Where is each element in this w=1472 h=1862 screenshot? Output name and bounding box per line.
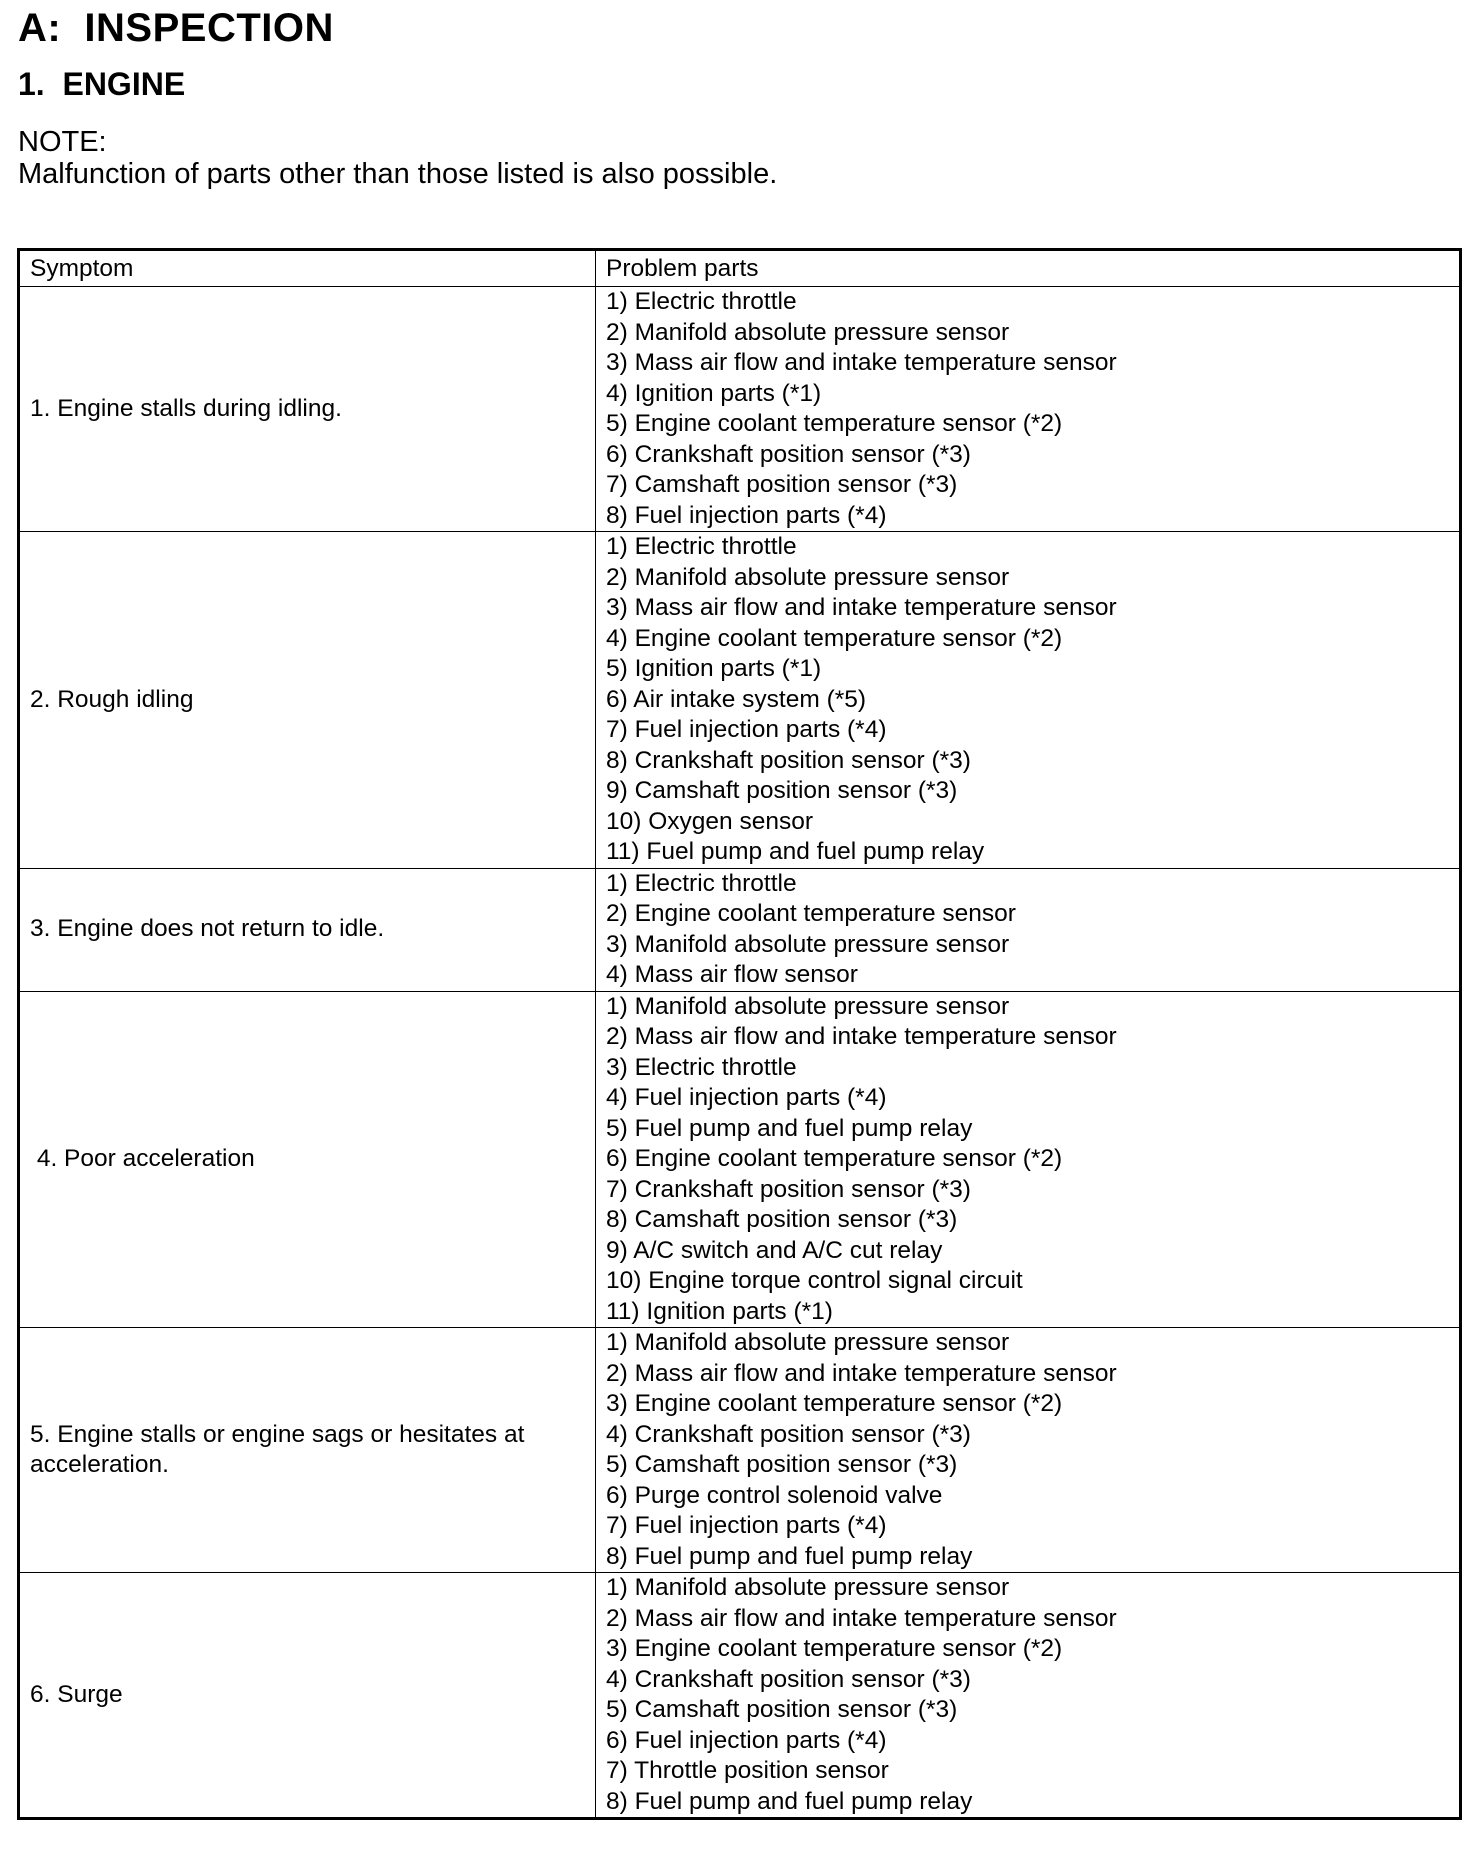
list-item: 3) Manifold absolute pressure sensor	[606, 930, 1010, 958]
list-item: 2) Manifold absolute pressure sensor	[606, 318, 1010, 346]
symptom-cell: 3. Engine does not return to idle.	[19, 868, 596, 991]
list-item: 3) Mass air flow and intake temperature sensor	[606, 594, 1117, 621]
problem-parts-list	[606, 287, 1449, 531]
list-item: 7) Fuel injection parts (*4)	[606, 716, 887, 743]
symptom-cell: 2. Rough idling	[19, 532, 596, 869]
column-header-problem-parts: Problem parts	[596, 250, 1461, 287]
note-label: NOTE:	[18, 126, 107, 158]
problem-parts-cell	[596, 991, 1461, 1328]
list-item: 4) Crankshaft position sensor (*3)	[606, 1665, 971, 1693]
problem-parts-cell	[596, 287, 1461, 532]
list-item: 2) Engine coolant temperature sensor	[606, 900, 1016, 927]
note-text: Malfunction of parts other than those listed is also possible.	[18, 158, 778, 190]
list-item: 3) Electric throttle	[606, 1053, 797, 1081]
list-item: 4) Crankshaft position sensor (*3)	[606, 1420, 971, 1448]
symptom-table	[17, 248, 1462, 1820]
problem-parts-list	[606, 1573, 1449, 1817]
subsection-heading: 1. ENGINE	[18, 66, 186, 102]
list-item: 6) Air intake system (*5)	[606, 685, 867, 713]
list-item: 10) Engine torque control signal circuit	[606, 1267, 1023, 1294]
list-item: 11) Ignition parts (*1)	[606, 1297, 833, 1325]
problem-parts-cell	[596, 1328, 1461, 1573]
problem-parts-list	[606, 992, 1449, 1328]
list-item: 1) Electric throttle	[606, 533, 797, 560]
list-item: 4) Mass air flow sensor	[606, 961, 858, 988]
list-item: 7) Crankshaft position sensor (*3)	[606, 1175, 971, 1203]
table-row	[19, 868, 1461, 991]
list-item: 5) Fuel pump and fuel pump relay	[606, 1114, 973, 1142]
table-body	[19, 287, 1461, 1819]
table-row	[19, 532, 1461, 869]
list-item: 1) Manifold absolute pressure sensor	[606, 1574, 1010, 1601]
list-item: 9) Camshaft position sensor (*3)	[606, 777, 958, 804]
list-item: 7) Fuel injection parts (*4)	[606, 1512, 887, 1539]
list-item: 1) Manifold absolute pressure sensor	[606, 1329, 1010, 1356]
problem-parts-cell	[596, 1573, 1461, 1819]
list-item: 5) Ignition parts (*1)	[606, 655, 822, 682]
list-item: 7) Camshaft position sensor (*3)	[606, 471, 958, 498]
list-item: 2) Mass air flow and intake temperature sensor	[606, 1604, 1117, 1632]
problem-parts-list	[606, 532, 1449, 868]
list-item: 1) Electric throttle	[606, 288, 797, 315]
table-row	[19, 1328, 1461, 1573]
list-item: 6) Purge control solenoid valve	[606, 1481, 943, 1509]
list-item: 8) Crankshaft position sensor (*3)	[606, 746, 971, 774]
table-header-row	[19, 250, 1461, 287]
list-item: 5) Camshaft position sensor (*3)	[606, 1451, 958, 1478]
list-item: 11) Fuel pump and fuel pump relay	[606, 838, 985, 865]
section-heading: A: INSPECTION	[18, 6, 334, 50]
problem-parts-cell	[596, 868, 1461, 991]
list-item: 3) Engine coolant temperature sensor (*2)	[606, 1390, 1063, 1417]
list-item: 5) Camshaft position sensor (*3)	[606, 1696, 958, 1723]
list-item: 1) Manifold absolute pressure sensor	[606, 992, 1010, 1020]
list-item: 3) Mass air flow and intake temperature sensor	[606, 349, 1117, 376]
list-item: 2) Manifold absolute pressure sensor	[606, 563, 1010, 591]
list-item: 2) Mass air flow and intake temperature sensor	[606, 1359, 1117, 1387]
problem-parts-cell	[596, 532, 1461, 869]
problem-parts-list	[606, 869, 1449, 991]
symptom-cell: 4. Poor acceleration	[19, 991, 596, 1328]
list-item: 6) Fuel injection parts (*4)	[606, 1726, 887, 1754]
list-item: 10) Oxygen sensor	[606, 807, 813, 835]
list-item: 8) Fuel pump and fuel pump relay	[606, 1542, 973, 1570]
list-item: 4) Fuel injection parts (*4)	[606, 1084, 887, 1111]
symptom-cell: 6. Surge	[19, 1573, 596, 1819]
list-item: 8) Camshaft position sensor (*3)	[606, 1206, 958, 1233]
table-row	[19, 287, 1461, 532]
symptom-cell: 1. Engine stalls during idling.	[19, 287, 596, 532]
list-item: 9) A/C switch and A/C cut relay	[606, 1236, 943, 1264]
list-item: 1) Electric throttle	[606, 869, 797, 897]
column-header-symptom: Symptom	[19, 250, 596, 287]
problem-parts-list	[606, 1328, 1449, 1572]
list-item: 6) Crankshaft position sensor (*3)	[606, 440, 971, 468]
table-row	[19, 991, 1461, 1328]
list-item: 4) Engine coolant temperature sensor (*2)	[606, 624, 1063, 652]
list-item: 2) Mass air flow and intake temperature sensor	[606, 1023, 1117, 1050]
list-item: 3) Engine coolant temperature sensor (*2)	[606, 1635, 1063, 1662]
list-item: 8) Fuel injection parts (*4)	[606, 501, 887, 529]
symptom-cell: 5. Engine stalls or engine sags or hesitates at acceleration.	[19, 1328, 596, 1573]
list-item: 4) Ignition parts (*1)	[606, 379, 822, 407]
list-item: 8) Fuel pump and fuel pump relay	[606, 1787, 973, 1815]
list-item: 7) Throttle position sensor	[606, 1757, 889, 1784]
list-item: 6) Engine coolant temperature sensor (*2)	[606, 1145, 1063, 1172]
table-row	[19, 1573, 1461, 1819]
list-item: 5) Engine coolant temperature sensor (*2)	[606, 410, 1063, 437]
